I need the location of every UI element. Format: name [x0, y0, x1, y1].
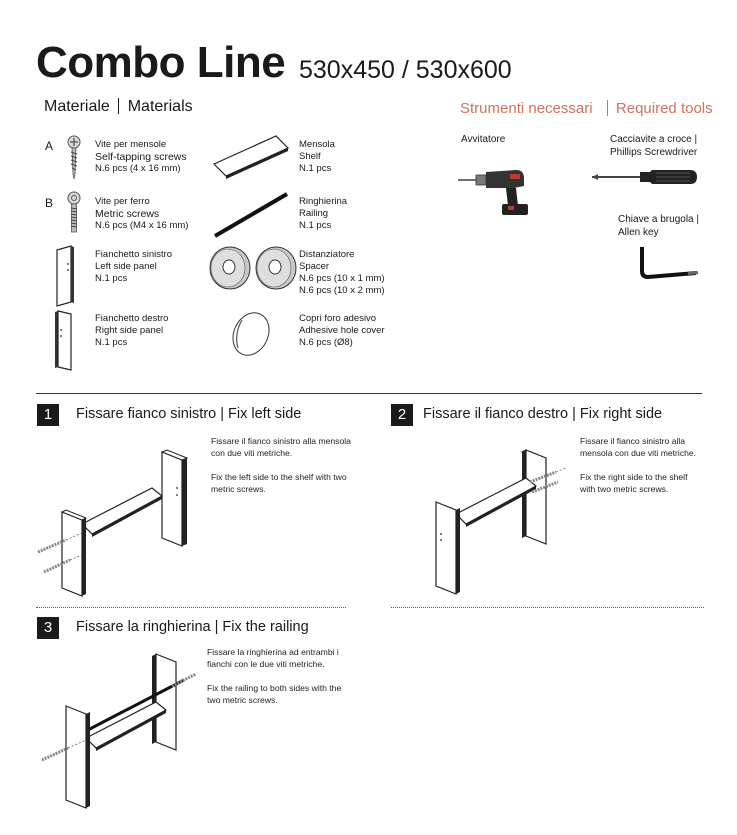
allen-key-icon [638, 245, 702, 281]
step-1-note [211, 436, 356, 495]
item-railing-qty: N.1 pcs [299, 220, 332, 231]
step-3-title: Fissare la ringhierina | Fix the railing [76, 619, 309, 635]
step-3-number: 3 [37, 617, 59, 639]
right-side-panel-icon [53, 310, 77, 370]
item-spacer-text [299, 249, 385, 297]
step-1-note-en: Fix the left side to the shelf with two metric screws. [211, 472, 347, 494]
item-left-panel-it: Fianchetto sinistro [95, 249, 173, 260]
step-2-note-it: Fissare il fianco sinistro alla mensola con due viti metriche. [580, 436, 697, 458]
divider [118, 98, 119, 114]
step-2-note-en: Fix the right side to the shelf with two metric screws. [580, 472, 688, 494]
step-1-note-it: Fissare il fianco sinistro alla mensola con due viti metriche. [211, 436, 351, 458]
item-railing-text [299, 196, 347, 232]
item-screws-b-en: Metric screws [95, 208, 160, 220]
tool-phillips-it: Cacciavite a croce | [610, 134, 698, 145]
step-2-note [580, 436, 705, 495]
materials-heading-en: Materials [127, 98, 193, 115]
item-right-panel-text [95, 313, 168, 349]
item-railing-it: Ringhierina [299, 196, 348, 207]
step-separator [36, 607, 346, 608]
item-spacer-qty2: N.6 pcs (10 x 2 mm) [299, 285, 385, 296]
step-2-title: Fissare il fianco destro | Fix right side [423, 406, 663, 422]
item-hole-cover-text [299, 313, 385, 349]
item-shelf-it: Mensola [299, 139, 335, 150]
step-1-diagram [36, 448, 196, 598]
item-hole-cover-en: Adhesive hole cover [299, 325, 385, 336]
item-screws-b-qty: N.6 pcs (M4 x 16 mm) [95, 220, 189, 231]
metric-screw-icon [64, 192, 84, 236]
item-left-panel-text [95, 249, 172, 285]
item-shelf-qty: N.1 pcs [299, 163, 332, 174]
item-screws-b-it: Vite per ferro [95, 196, 150, 207]
step-1-title: Fissare fianco sinistro | Fix left side [76, 406, 302, 422]
item-shelf-en: Shelf [299, 151, 321, 162]
step-2-diagram [420, 448, 580, 598]
divider [607, 100, 608, 116]
hole-cover-icon [230, 310, 274, 358]
tools-heading [460, 100, 713, 117]
left-side-panel-icon [53, 246, 77, 306]
page-title: Combo Line [36, 38, 286, 87]
page-subtitle: 530x450 / 530x600 [299, 56, 512, 84]
spacer-icon [208, 244, 298, 292]
item-left-panel-qty: N.1 pcs [95, 273, 128, 284]
item-spacer-qty1: N.6 pcs (10 x 1 mm) [299, 273, 385, 284]
item-hole-cover-qty: N.6 pcs (Ø8) [299, 337, 353, 348]
item-railing-en: Railing [299, 208, 329, 219]
drill-icon [458, 160, 530, 218]
tool-allen-text [618, 213, 699, 239]
step-3-note [207, 647, 352, 706]
step-1-number: 1 [37, 404, 59, 426]
item-screws-b-text [95, 196, 188, 232]
step-3-note-it: Fissare la ringhierina ad entrambi i fianchi con le due viti metriche. [207, 647, 339, 669]
item-screws-a-qty: N.6 pcs (4 x 16 mm) [95, 163, 181, 174]
step-separator [391, 607, 704, 608]
self-tapping-screw-icon [64, 136, 84, 180]
phillips-screwdriver-icon [590, 167, 700, 187]
shelf-icon [212, 134, 292, 182]
item-right-panel-it: Fianchetto destro [95, 313, 169, 324]
item-shelf-text [299, 139, 335, 175]
item-right-panel-qty: N.1 pcs [95, 337, 128, 348]
materials-heading-it: Materiale [44, 98, 110, 115]
railing-icon [212, 190, 292, 240]
item-screws-a-text [95, 139, 187, 175]
tool-phillips-en: Phillips Screwdriver [610, 147, 698, 158]
materials-heading [44, 98, 193, 116]
tool-drill-label: Avvitatore [461, 134, 506, 145]
item-hole-cover-it: Copri foro adesivo [299, 313, 377, 324]
tool-phillips-text [610, 133, 697, 159]
step-3-note-en: Fix the railing to both sides with the two metric screws. [207, 683, 342, 705]
item-screws-a-en: Self-tapping screws [95, 151, 187, 163]
step-3-diagram [36, 652, 196, 812]
item-spacer-en: Spacer [299, 261, 330, 272]
tools-heading-it: Strumenti necessari [460, 100, 593, 117]
tools-heading-en: Required tools [615, 100, 713, 117]
item-right-panel-en: Right side panel [95, 325, 164, 336]
section-divider [36, 393, 702, 394]
step-2-number: 2 [391, 404, 413, 426]
item-left-panel-en: Left side panel [95, 261, 157, 272]
item-letter-a: A [45, 139, 54, 153]
tool-allen-en: Allen key [618, 227, 659, 238]
item-letter-b: B [45, 196, 54, 210]
tool-allen-it: Chiave a brugola | [618, 214, 699, 225]
item-spacer-it: Distanziatore [299, 249, 355, 260]
item-screws-a-it: Vite per mensole [95, 139, 167, 150]
